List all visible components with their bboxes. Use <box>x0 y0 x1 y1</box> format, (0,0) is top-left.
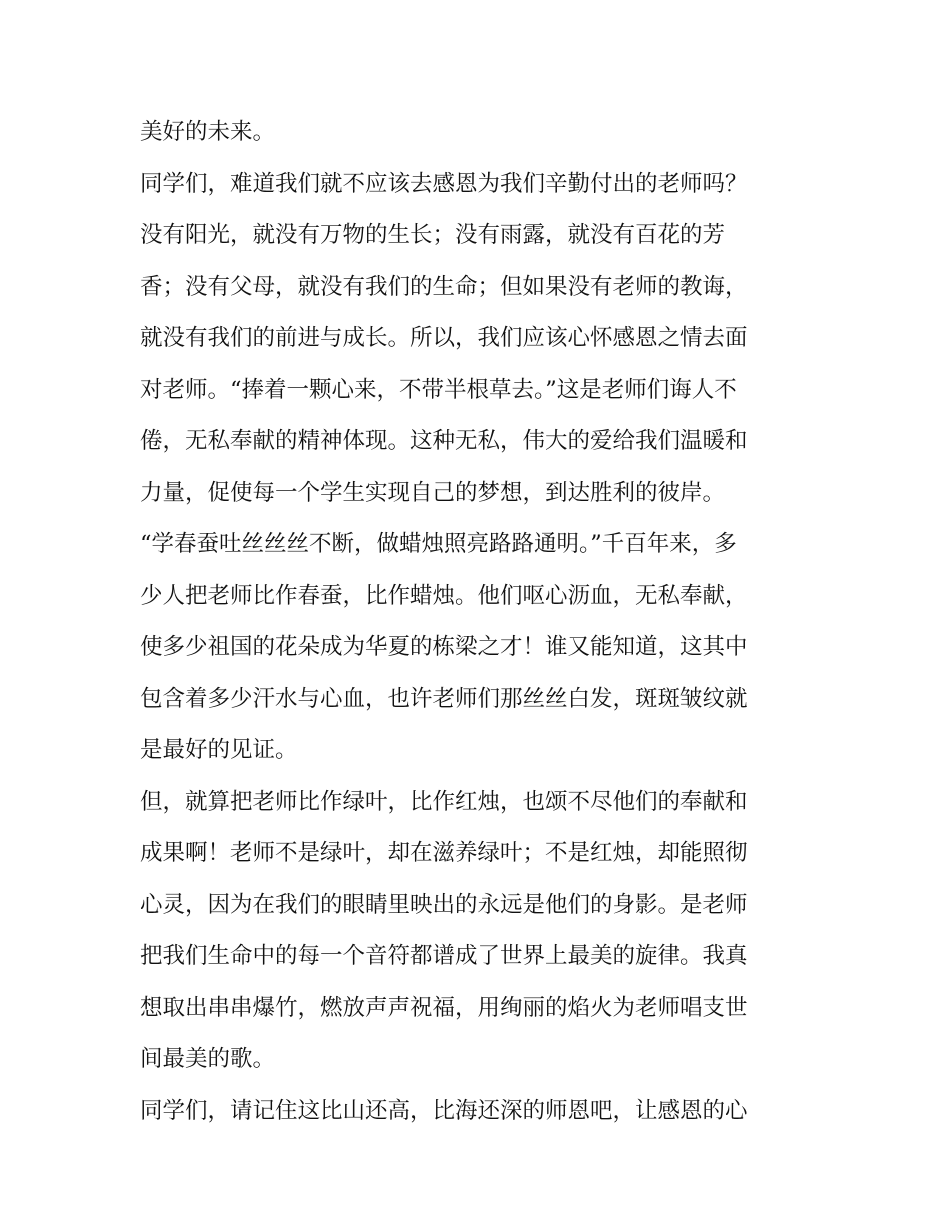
text-line: 把我们生命中的每一个音符都谱成了世界上最美的旋律。我真 <box>140 943 748 969</box>
text-line: 少人把老师比作春蚕，比作蜡烛。他们呕心沥血，无私奉献， <box>140 582 748 609</box>
text-line: 美好的未来。 <box>140 119 276 145</box>
text-line: 力量，促使每一个学生实现自己的梦想，到达胜利的彼岸。 <box>140 479 726 506</box>
text-line: 是最好的见证。 <box>140 737 298 763</box>
body-text <box>140 107 812 1137</box>
text-line: 倦，无私奉献的精神体现。这种无私，伟大的爱给我们温暖和 <box>140 428 748 454</box>
text-line: 同学们，难道我们就不应该去感恩为我们辛勤付出的老师吗？ <box>140 170 748 197</box>
text-line: 间最美的歌。 <box>140 1046 276 1072</box>
text-line: 没有阳光，就没有万物的生长；没有雨露，就没有百花的芳 <box>140 222 726 248</box>
text-line: 想取出串串爆竹，燃放声声祝福，用绚丽的焰火为老师唱支世 <box>140 994 748 1021</box>
text-line: 使多少祖国的花朵成为华夏的栋梁之才！谁又能知道，这其中 <box>140 634 748 660</box>
text-line: 同学们，请记住这比山还高，比海还深的师恩吧，让感恩的心 <box>140 1097 748 1124</box>
text-line: 心灵，因为在我们的眼睛里映出的永远是他们的身影。是老师 <box>140 891 748 918</box>
text-line: 包含着多少汗水与心血，也许老师们那丝丝白发，斑斑皱纹就 <box>140 685 748 712</box>
text-line: “学春蚕吐丝丝丝不断，做蜡烛照亮路路通明。”千百年来，多 <box>140 531 737 557</box>
text-line: 就没有我们的前进与成长。所以，我们应该心怀感恩之情去面 <box>140 325 748 351</box>
text-line: 香；没有父母，就没有我们的生命；但如果没有老师的教诲， <box>140 273 748 300</box>
text-line: 对老师。“捧着一颗心来，不带半根草去。”这是老师们诲人不 <box>140 376 737 403</box>
text-line: 但，就算把老师比作绿叶，比作红烛，也颂不尽他们的奉献和 <box>140 788 748 815</box>
text-line: 成果啊！老师不是绿叶，却在滋养绿叶；不是红烛，却能照彻 <box>140 840 748 866</box>
